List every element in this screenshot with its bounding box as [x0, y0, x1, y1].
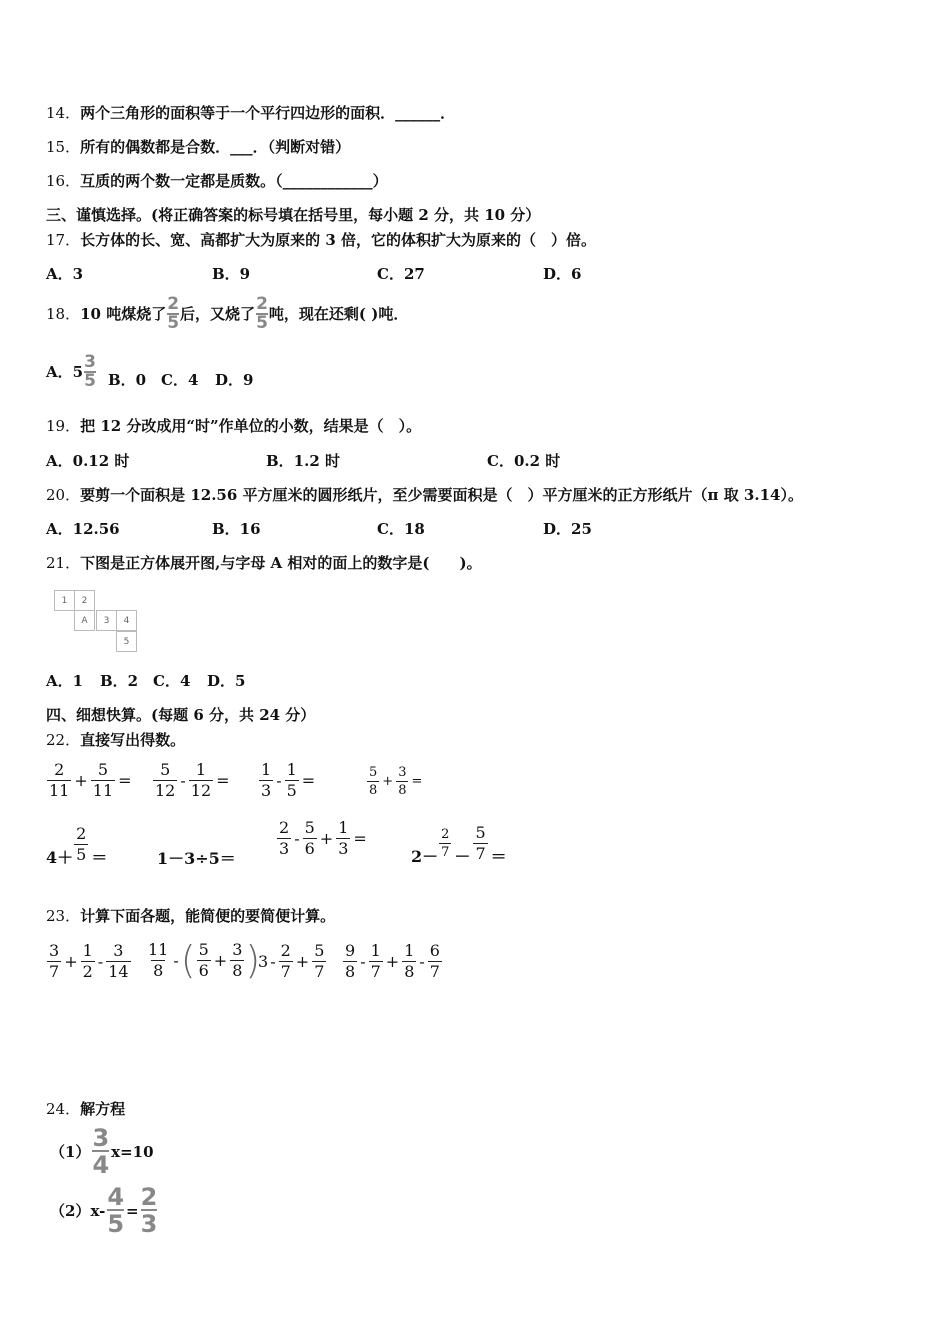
question-text: 直接写出得数。	[80, 731, 186, 749]
calculation-3: 3 - $\frac{2}{7}$ + $\frac{5}{7}$	[258, 941, 325, 981]
question-number: 24．	[46, 1100, 81, 1118]
q19-option-b[interactable]: B．1.2 时	[266, 452, 340, 470]
q21-option-a[interactable]: A．1	[46, 672, 84, 690]
option-label: A．5	[46, 363, 84, 381]
question-number: 23．	[46, 907, 81, 925]
fraction-two-thirds: $\frac{2}{3}$	[140, 1183, 158, 1238]
question-number: 19．	[46, 417, 81, 435]
expression-4: $\frac{5}{8}$ + $\frac{3}{8}$ =	[369, 765, 423, 798]
calculation-2: $\frac{11}{8}$ - ( $\frac{5}{6}$ + $\frac{3}{8}$ )	[148, 938, 261, 982]
question-number: 15．	[46, 138, 81, 156]
net-face: 2	[74, 590, 95, 611]
question-number: 21．	[46, 554, 81, 572]
question-number: 18．	[46, 305, 81, 323]
q18-option-c[interactable]: C．4	[161, 371, 199, 389]
question-number: 22．	[46, 731, 81, 749]
question-20	[46, 485, 803, 505]
q20-option-d[interactable]: D．25	[543, 520, 592, 538]
question-21	[46, 553, 482, 573]
question-text: 所有的偶数都是合数．___．（判断对错）	[80, 138, 351, 156]
cube-net-figure	[54, 590, 138, 652]
net-face: 4	[116, 610, 137, 631]
expression-8: 2－ $\frac{2}{7}$ － $\frac{5}{7}$ ＝	[411, 823, 507, 866]
section-3-heading: 三、谨慎选择。(将正确答案的标号填在括号里，每小题 2 分，共 10 分）	[46, 206, 541, 224]
net-face: A	[74, 610, 95, 631]
equation-2: （2） x- $\frac{4}{5}$ = $\frac{2}{3}$	[50, 1183, 158, 1238]
expression-3: $\frac{1}{3}$ - $\frac{1}{5}$ =	[261, 760, 316, 800]
question-15	[46, 137, 350, 157]
q17-option-d[interactable]: D．6	[543, 265, 582, 283]
q19-option-c[interactable]: C．0.2 时	[487, 452, 561, 470]
section-4-heading: 四、细想快算。(每题 6 分，共 24 分）	[46, 706, 316, 724]
q17-option-a[interactable]: A．3	[46, 265, 84, 283]
question-22	[46, 730, 185, 750]
fraction-four-fifths: $\frac{4}{5}$	[107, 1183, 125, 1238]
q18-option-b[interactable]: B．0	[108, 371, 147, 389]
expression-2: $\frac{5}{12}$ - $\frac{1}{12}$ =	[155, 760, 230, 800]
question-23	[46, 906, 335, 926]
question-17	[46, 230, 596, 250]
fraction-three-quarters: 3 4	[92, 1124, 110, 1179]
q21-option-b[interactable]: B．2	[100, 672, 139, 690]
question-19	[46, 416, 421, 436]
q20-option-b[interactable]: B．16	[212, 520, 261, 538]
q21-option-d[interactable]: D．5	[207, 672, 246, 690]
question-24	[46, 1099, 125, 1119]
q17-option-b[interactable]: B．9	[212, 265, 251, 283]
expression-7: $\frac{2}{3}$ - $\frac{5}{6}$ + $\frac{1}{3}$ =	[279, 818, 367, 858]
question-text: 互质的两个数一定都是质数。（____________）	[80, 172, 388, 190]
q20-option-c[interactable]: C．18	[377, 520, 425, 538]
question-text-part3: 吨，现在还剩( )吨．	[268, 305, 409, 323]
question-text: 把 12 分改成用“时”作单位的小数，结果是（ ）。	[80, 417, 422, 435]
expression-5: 4＋ $\frac{2}{5}$ ＝	[46, 824, 108, 867]
calculation-1: $\frac{3}{7}$ + $\frac{1}{2}$ - $\frac{3}{14}$	[49, 941, 129, 981]
q19-option-a[interactable]: A．0.12 时	[46, 452, 130, 470]
question-number: 20．	[46, 486, 81, 504]
question-text: 解方程	[80, 1100, 126, 1118]
equation-1: （1） 3 4 x=10	[50, 1124, 154, 1179]
expression-6: 1－3÷5＝	[157, 849, 236, 868]
question-number: 17．	[46, 231, 81, 249]
fraction-two-fifths: 2 5	[256, 294, 268, 333]
fraction-three-fifths: 3 5	[84, 352, 96, 391]
question-text: 计算下面各题，能简便的要简便计算。	[80, 907, 336, 925]
question-text-part1: 10 吨煤烧了	[80, 305, 167, 323]
fraction-two-fifths: 2 5	[167, 294, 180, 333]
question-text: 长方体的长、宽、高都扩大为原来的 3 倍，它的体积扩大为原来的（ ）倍。	[80, 231, 596, 249]
question-number: 16．	[46, 172, 81, 190]
net-face: 1	[54, 590, 75, 611]
q17-option-c[interactable]: C．27	[377, 265, 425, 283]
q21-option-c[interactable]: C．4	[153, 672, 191, 690]
question-number: 14．	[46, 104, 81, 122]
question-text: 两个三角形的面积等于一个平行四边形的面积．______．	[80, 104, 456, 122]
net-face: 3	[96, 610, 117, 631]
calculation-4: $\frac{9}{8}$ - $\frac{1}{7}$ + $\frac{1}{8}$ - $\frac{6}{7}$	[345, 941, 440, 981]
expression-1: $\frac{2}{11}$ + $\frac{5}{11}$ =	[49, 760, 132, 800]
question-text-part2: 后，又烧了	[180, 305, 256, 323]
question-14	[46, 103, 455, 123]
q20-option-a[interactable]: A．12.56	[46, 520, 120, 538]
net-face: 5	[116, 631, 137, 652]
question-text: 下图是正方体展开图,与字母 A 相对的面上的数字是( )。	[80, 554, 482, 572]
q18-option-a[interactable]	[46, 352, 97, 392]
question-18	[46, 292, 408, 336]
q18-option-d[interactable]: D．9	[215, 371, 254, 389]
question-text: 要剪一个面积是 12.56 平方厘米的圆形纸片，至少需要面积是（ ）平方厘米的正方形纸片（π 取 3.14）。	[80, 486, 803, 504]
question-16	[46, 171, 388, 191]
